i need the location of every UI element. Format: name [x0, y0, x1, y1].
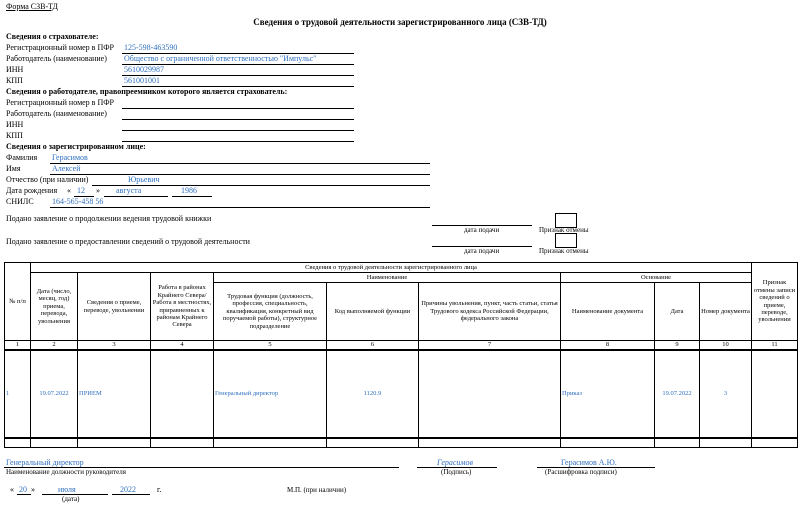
row-doc-number: 3	[700, 350, 752, 438]
signature-name-caption: (Расшифровка подписи)	[545, 468, 617, 476]
provide-info-label: Подано заявление о предоставлении сведений о трудовой деятельности	[6, 237, 250, 246]
row-function: Генеральный директор	[214, 350, 327, 438]
table-group-title: Сведения о трудовой деятельности зарегистрированного лица	[31, 263, 752, 273]
signature-date-day: 20	[19, 485, 27, 494]
continue-book-cancel-label: Признак отмены	[539, 226, 589, 234]
row-north	[151, 350, 214, 438]
column-numbers-row	[5, 341, 798, 350]
insurer-inn-label: ИНН	[6, 65, 24, 74]
insurer-reg-value: 125-598-463590	[124, 43, 178, 52]
table-row	[5, 350, 798, 438]
row-num: 1	[5, 350, 31, 438]
patronymic-label: Отчество (при наличии)	[6, 175, 89, 184]
header-col-9: Дата	[655, 283, 700, 341]
col-number: 3	[78, 341, 151, 350]
snils-label: СНИЛС	[6, 197, 34, 206]
last-name-label: Фамилия	[6, 153, 38, 162]
insurer-reg-label: Регистрационный номер в ПФР	[6, 43, 114, 52]
signature-date-open-quote: «	[10, 485, 14, 494]
col-number: 1	[5, 341, 31, 350]
patronymic-value: Юрьевич	[128, 175, 160, 184]
predecessor-employer-label: Работодатель (наименование)	[6, 109, 107, 118]
header-col-7: Причины увольнения, пункт, часть статьи, статья Трудового кодекса Российской Федерации, федерального закона	[419, 283, 561, 341]
signature-date-year: 2022	[120, 485, 136, 494]
row-reason	[419, 350, 561, 438]
signature-date-caption: (дата)	[62, 495, 80, 503]
header-col-6: Код выполняемой функции	[327, 283, 419, 341]
insurer-heading: Сведения о страхователе:	[6, 32, 99, 41]
dob-close-quote: »	[96, 186, 100, 195]
col-number: 11	[752, 341, 798, 350]
predecessor-reg-label: Регистрационный номер в ПФР	[6, 98, 114, 107]
header-col-1: № п/п	[5, 263, 31, 341]
insurer-kpp-label: КПП	[6, 76, 23, 85]
stamp-label: М.П. (при наличии)	[287, 486, 347, 494]
signature-date-close-quote: »	[31, 485, 35, 494]
row-event: ПРИЕМ	[78, 350, 151, 438]
row-code: 1120.9	[327, 350, 419, 438]
signature-position-caption: Наименование должности руководителя	[6, 468, 126, 476]
continue-book-label: Подано заявление о продолжении ведения трудовой книжки	[6, 214, 212, 223]
table-group-basis: Основание	[561, 273, 752, 283]
insurer-inn-value: 5610029987	[124, 65, 164, 74]
header-col-8: Наименование документа	[561, 283, 655, 341]
col-number: 9	[655, 341, 700, 350]
page-title: Сведения о трудовой деятельности зарегистрированного лица (СЗВ-ТД)	[253, 17, 547, 27]
predecessor-kpp-label: КПП	[6, 131, 23, 140]
row-date: 19.07.2022	[31, 350, 78, 438]
first-name-value: Алексей	[52, 164, 81, 173]
col-number: 8	[561, 341, 655, 350]
insurer-kpp-value: 561001001	[124, 76, 160, 85]
provide-info-cancel-checkbox[interactable]	[555, 233, 577, 248]
dob-open-quote: «	[67, 186, 71, 195]
header-col-2: Дата (число, месяц, год) приема, перевода, увольнения	[31, 273, 78, 341]
signature-position-value: Генеральный директор	[6, 458, 84, 467]
dob-month: августа	[116, 186, 142, 195]
col-number: 2	[31, 341, 78, 350]
form-code: Форма СЗВ-ТД	[6, 2, 58, 11]
insurer-employer-label: Работодатель (наименование)	[6, 54, 107, 63]
dob-day: 12	[77, 186, 85, 195]
signature-date-suffix: г.	[157, 485, 162, 494]
header-col-10: Номер документа	[700, 283, 752, 341]
header-col-4: Работа в районах Крайнего Севера/Работа в местностях, приравненных к районам Крайнего Севера	[151, 273, 214, 341]
header-col-11: Признак отмены записи сведений о приеме, переводе, увольнении	[752, 263, 798, 341]
dob-label: Дата рождения	[6, 186, 58, 195]
signature-date-month: июля	[58, 485, 76, 494]
insurer-employer-value: Общество с ограниченной ответственностью "Импульс"	[124, 54, 317, 63]
col-number: 4	[151, 341, 214, 350]
table-empty-row	[5, 438, 798, 448]
row-doc-date: 19.07.2022	[655, 350, 700, 438]
header-col-3: Сведения о приеме, переводе, увольнении	[78, 273, 151, 341]
work-history-table	[4, 262, 798, 448]
signature-sign-value: Герасимов	[437, 458, 473, 467]
col-number: 5	[214, 341, 327, 350]
snils-value: 164-565-458 56	[52, 197, 104, 206]
table-group-name: Наименование	[214, 273, 561, 283]
col-number: 10	[700, 341, 752, 350]
row-doc-name: Приказ	[561, 350, 655, 438]
first-name-label: Имя	[6, 164, 21, 173]
header-col-5: Трудовая функция (должность, профессия, специальность, квалификация, конкретный вид поручаемой работы), структурное подразделение	[214, 283, 327, 341]
col-number: 6	[327, 341, 419, 350]
col-number: 7	[419, 341, 561, 350]
last-name-value: Герасимов	[52, 153, 88, 162]
row-cancel	[752, 350, 798, 438]
signature-sign-caption: (Подпись)	[441, 468, 472, 476]
predecessor-heading: Сведения о работодателе, правопреемником которого является страхователь:	[6, 87, 288, 96]
continue-book-date-label: дата подачи	[464, 226, 500, 234]
predecessor-inn-label: ИНН	[6, 120, 24, 129]
signature-name-value: Герасимов А.Ю.	[561, 458, 617, 467]
dob-year: 1986	[181, 186, 197, 195]
provide-info-cancel-label: Признак отмены	[539, 247, 589, 255]
person-heading: Сведения о зарегистрированном лице:	[6, 142, 146, 151]
provide-info-date-label: дата подачи	[464, 247, 500, 255]
